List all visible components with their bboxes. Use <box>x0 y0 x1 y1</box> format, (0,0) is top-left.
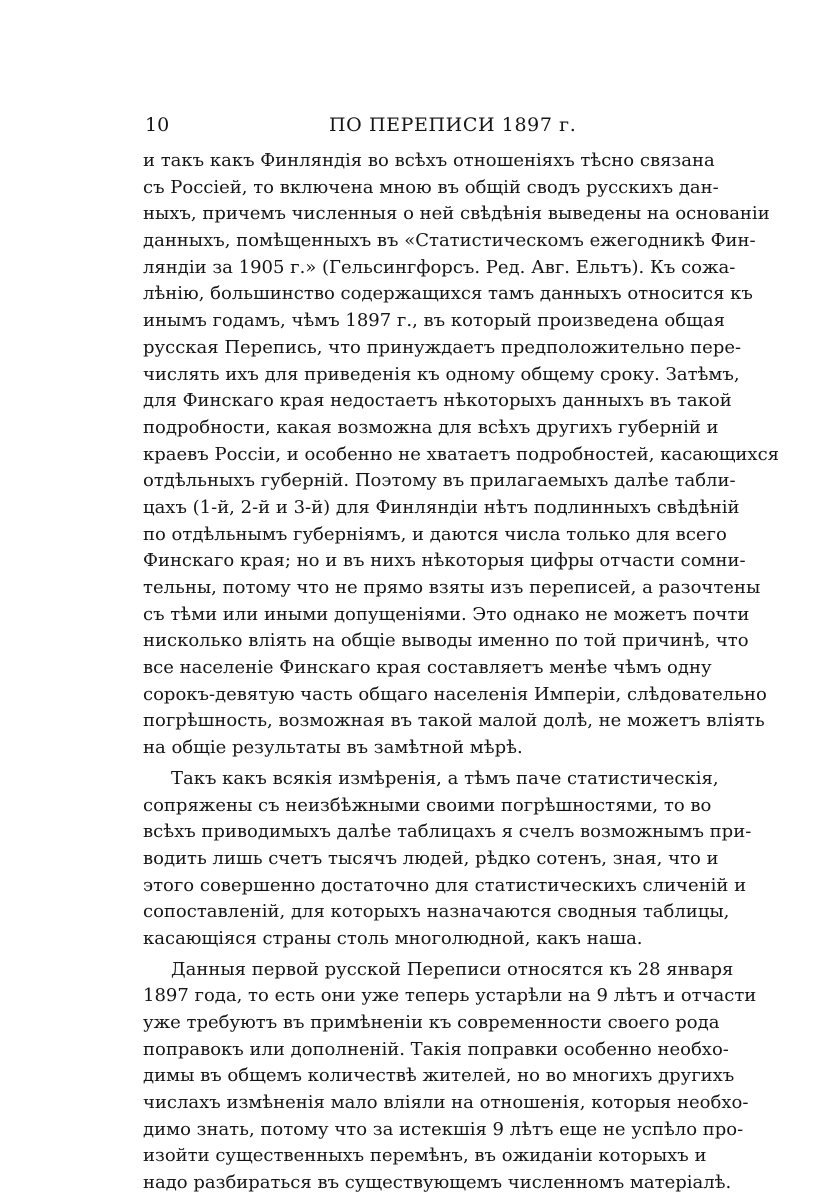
text-line: тельны, потому что не прямо взяты изъ переписей, а разочтены <box>143 577 761 598</box>
text-line: для Финскаго края недостаетъ нѣкоторыхъ данныхъ въ такой <box>143 390 732 412</box>
text-line: подробности, какая возможна для всѣхъ другихъ губерній и <box>143 416 719 438</box>
text-line: на общіе результаты въ замѣтной мѣрѣ. <box>143 737 523 759</box>
text-line: ныхъ, причемъ численныя о ней свѣдѣнія выведены на основаніи <box>143 203 770 225</box>
text-line: поправокъ или дополненій. Такія поправки особенно необхо- <box>143 1038 729 1060</box>
text-line: водить лишь счетъ тысячъ людей, рѣдко сотенъ, зная, что и <box>143 847 719 869</box>
text-line: лѣнію, большинство содержащихся тамъ данныхъ относится къ <box>143 283 753 305</box>
text-line: всѣхъ приводимыхъ далѣе таблицахъ я счелъ возможнымъ при- <box>143 821 752 843</box>
text-line: 1897 года, то есть они уже теперь устарѣли на 9 лѣтъ и отчасти <box>143 985 757 1007</box>
text-line: сопряжены съ неизбѣжными своими погрѣшностями, то во <box>143 794 712 816</box>
text-line: этого совершенно достаточно для статистическихъ сличеній и <box>143 874 747 896</box>
text-line: по отдѣльнымъ губерніямъ, и даются числа только для всего <box>143 523 727 545</box>
running-header <box>145 112 701 138</box>
body-text <box>143 148 780 1197</box>
running-title: ПО ПЕРЕПИСИ 1897 г. <box>329 114 577 136</box>
paragraph-3 <box>143 957 757 1197</box>
text-line: числять ихъ для приведенія къ одному общему сроку. Затѣмъ, <box>143 363 740 385</box>
text-line: димы въ общемъ количествѣ жителей, но во многихъ другихъ <box>143 1065 735 1087</box>
text-line: съ Россіей, то включена мною въ общій сводъ русскихъ дан- <box>143 176 719 198</box>
text-line: Финскаго края; но и въ нихъ нѣкоторыя цифры отчасти сомни- <box>143 550 746 572</box>
text-line: съ тѣми или иными допущеніями. Это однако не можетъ почти <box>143 603 750 625</box>
paragraph-2 <box>143 766 752 953</box>
text-line: сорокъ-девятую часть общаго населенія Имперіи, слѣдовательно <box>143 683 767 705</box>
text-line: краевъ Россіи, и особенно не хватаетъ подробностей, касающихся <box>143 443 780 465</box>
text-line: числахъ измѣненія мало влiяли на отношенія, которыя необхо- <box>143 1092 749 1114</box>
page-number: 10 <box>145 114 170 136</box>
text-line: Данныя первой русской Переписи относятся къ 28 января <box>171 958 734 980</box>
text-line: касающіяся страны столь многолюдной, какъ наша. <box>143 927 643 949</box>
text-line: Такъ какъ всякія измѣренія, а тѣмъ паче статистическія, <box>171 767 719 789</box>
text-line: уже требуютъ въ примѣненіи къ современности своего рода <box>143 1012 720 1033</box>
text-line: ляндіи за 1905 г.» (Гельсингфорсъ. Ред. Авг. Ельтъ). Къ сожа- <box>143 256 736 278</box>
text-line: все населеніе Финскаго края составляетъ менѣе чѣмъ одну <box>143 657 712 679</box>
text-line: русская Перепись, что принуждаетъ предположительно пере- <box>143 336 742 358</box>
text-line: сопоставленій, для которыхъ назначаются сводныя таблицы, <box>143 901 730 923</box>
text-line: цахъ (1-й, 2-й и 3-й) для Финляндіи нѣтъ подлинныхъ свѣдѣній <box>143 496 740 518</box>
paragraph-1 <box>143 148 780 762</box>
text-line: нисколько влiять на общіе выводы именно по той причинѣ, что <box>143 630 749 652</box>
text-line: надо разбираться въ существующемъ численномъ матеріалѣ. <box>143 1172 732 1194</box>
text-line: димо знать, потому что за истекшія 9 лѣтъ еще не успѣло про- <box>143 1118 744 1140</box>
text-line: и такъ какъ Финляндія во всѣхъ отношеніяхъ тѣсно связана <box>143 150 715 171</box>
text-line: погрѣшность, возможная въ такой малой долѣ, не можетъ влiять <box>143 710 765 732</box>
text-line: изойти существенныхъ перемѣнъ, въ ожиданіи которыхъ и <box>143 1145 707 1167</box>
text-line: отдѣльныхъ губерній. Поэтому въ прилагаемыхъ далѣе табли- <box>143 470 736 492</box>
text-line: данныхъ, помѣщенныхъ въ «Статистическомъ ежегодникѣ Фин- <box>143 230 756 252</box>
text-line: инымъ годамъ, чѣмъ 1897 г., въ который произведена общая <box>143 310 725 332</box>
